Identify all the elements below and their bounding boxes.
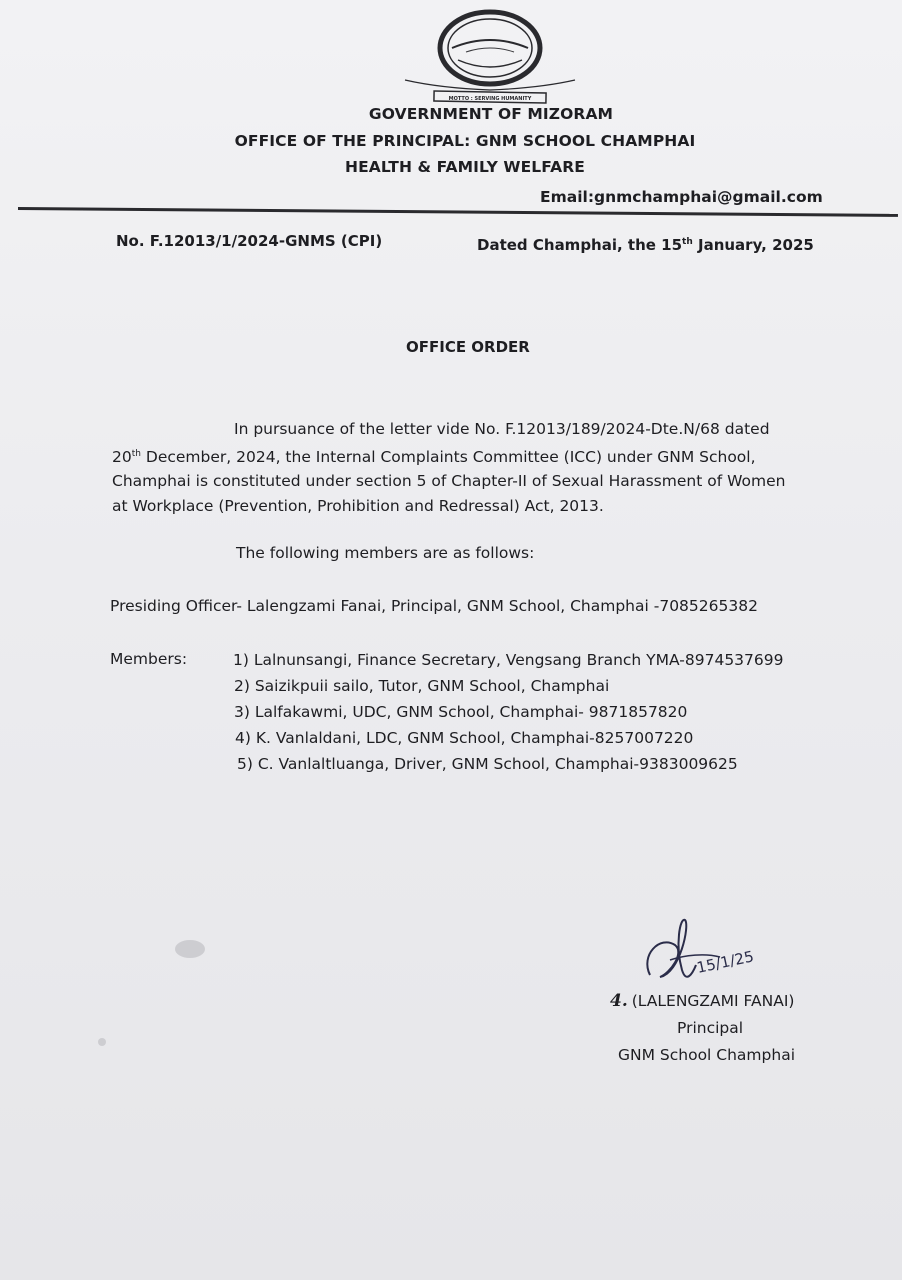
paragraph-line-3: Champhai is constituted under section 5 of Chapter-II of Sexual Harassment of Women [112, 472, 786, 490]
dated-line [477, 236, 814, 254]
member-item: 4) K. Vanlaldani, LDC, GNM School, Champhai-8257007220 [235, 729, 694, 747]
signatory-mark: 4. [610, 991, 628, 1011]
signatory-name [610, 991, 794, 1011]
following-members-text: The following members are as follows: [236, 544, 535, 562]
email-address: Email:gnmchamphai@gmail.com [540, 188, 823, 206]
signatory-title: Principal [677, 1019, 744, 1037]
members-label: Members: [110, 650, 188, 668]
dated-suffix: January, 2025 [692, 236, 814, 254]
order-title: OFFICE ORDER [406, 338, 530, 356]
paragraph-line-1: In pursuance of the letter vide No. F.12013/189/2024-Dte.N/68 dated [234, 420, 770, 438]
office-heading: OFFICE OF THE PRINCIPAL: GNM SCHOOL CHAMPHAI [234, 132, 696, 150]
reference-number: No. F.12013/1/2024-GNMS (CPI) [116, 232, 383, 250]
member-item: 1) Lalnunsangi, Finance Secretary, Vengsang Branch YMA-8974537699 [233, 651, 784, 669]
government-heading: GOVERNMENT OF MIZORAM [368, 105, 614, 123]
order-paragraph [112, 417, 812, 518]
seal-emblem-icon [400, 8, 580, 108]
member-item: 2) Saizikpuii sailo, Tutor, GNM School, Champhai [234, 677, 610, 695]
paper-speck [98, 1038, 106, 1046]
member-item: 3) Lalfakawmi, UDC, GNM School, Champhai- 9871857820 [234, 703, 688, 721]
paragraph-line-4: at Workplace (Prevention, Prohibition and Redressal) Act, 2013. [112, 496, 604, 515]
paper-speck [175, 940, 205, 958]
paragraph-line-2 [112, 442, 812, 470]
member-item: 5) C. Vanlaltluanga, Driver, GNM School, Champhai-9383009625 [237, 755, 738, 773]
header-divider [18, 207, 898, 217]
paragraph-date-number: 20 [112, 447, 132, 466]
dated-superscript: th [682, 237, 693, 247]
signatory-name-text: (LALENGZAMI FANAI) [631, 992, 795, 1010]
presiding-officer: Presiding Officer- Lalengzami Fanai, Principal, GNM School, Champhai -7085265382 [110, 597, 758, 615]
department-heading: HEALTH & FAMILY WELFARE [345, 158, 585, 176]
motto-text: MOTTO : SERVING HUMANITY [448, 96, 532, 102]
dated-prefix: Dated Champhai, the 15 [477, 236, 683, 254]
paragraph-date-superscript: th [131, 448, 141, 459]
paragraph-line-2-rest: December, 2024, the Internal Complaints Committee (ICC) under GNM School, [140, 447, 756, 466]
signatory-office: GNM School Champhai [618, 1046, 796, 1064]
signature-date: 15/1/25 [695, 947, 756, 977]
handwritten-signature-icon [630, 915, 770, 995]
